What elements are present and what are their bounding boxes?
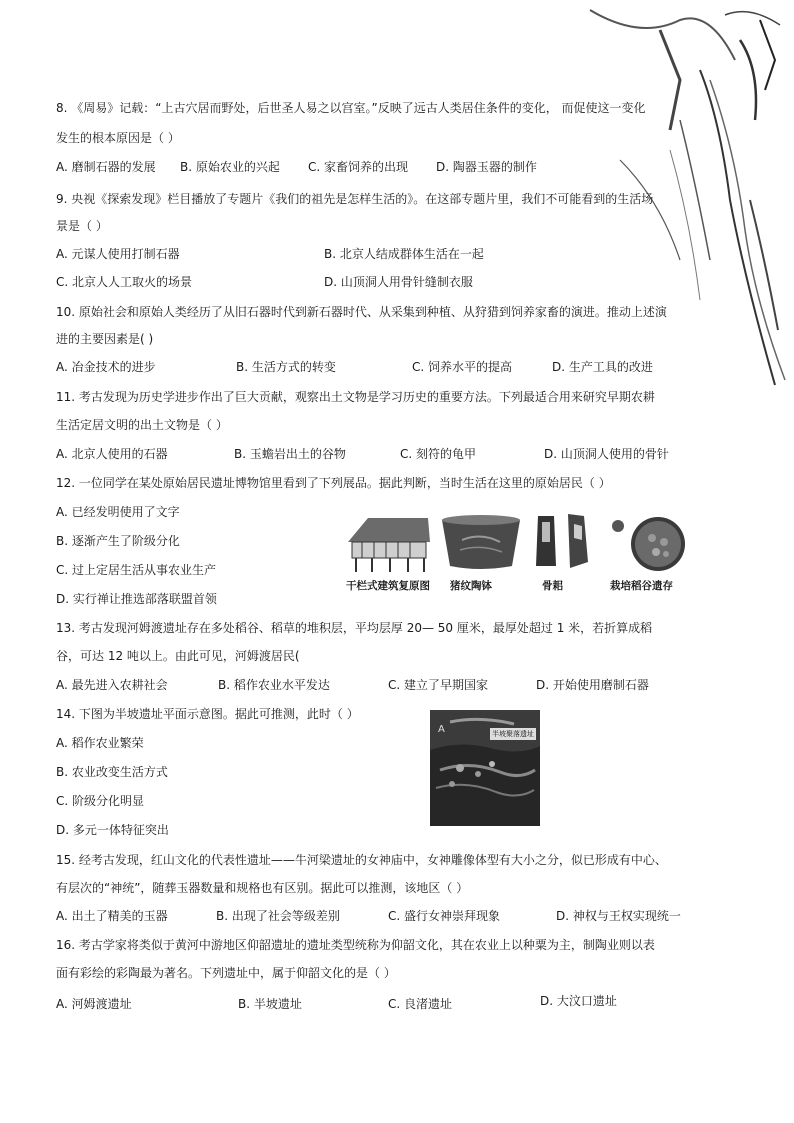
stilt-house-image [342, 512, 434, 574]
q16-option-a[interactable]: A. 河姆渡遗址 [56, 997, 132, 1011]
q13-stem-line1: 13. 考古发现河姆渡遗址存在多处稻谷、稻草的堆积层，平均层厚 20— 50 厘米，最厚处超过 1 米，若折算成稻 [56, 621, 653, 635]
banpo-map-label: 半坡聚落遗址 [492, 730, 534, 738]
q9-option-d[interactable]: D. 山顶洞人用骨针缝制衣服 [324, 275, 473, 289]
q15-option-c[interactable]: C. 盛行女神崇拜现象 [388, 909, 501, 923]
q10-option-a[interactable]: A. 冶金技术的进步 [56, 360, 156, 374]
caption-pottery-bowl: 猪纹陶钵 [450, 580, 492, 592]
q11-option-c[interactable]: C. 刻符的龟甲 [400, 447, 477, 461]
q16-option-d[interactable]: D. 大汶口遗址 [540, 994, 617, 1008]
q11-option-a[interactable]: A. 北京人使用的石器 [56, 447, 168, 461]
q11-option-b[interactable]: B. 玉蟾岩出土的谷物 [234, 447, 346, 461]
q13-option-d[interactable]: D. 开始使用磨制石器 [536, 678, 649, 692]
caption-rice-remains: 栽培稻谷遗存 [610, 580, 673, 592]
q10-stem-line2: 进的主要因素是( ) [56, 332, 154, 346]
q15-option-b[interactable]: B. 出现了社会等级差别 [216, 909, 340, 923]
q15-stem-line2: 有层次的“神统”，随葬玉器数量和规格也有区别。据此可以推测，该地区（ ） [56, 881, 469, 895]
q12-option-b[interactable]: B. 逐渐产生了阶级分化 [56, 534, 180, 548]
q15-option-d[interactable]: D. 神权与王权实现统一 [556, 909, 681, 923]
caption-stilt-house: 干栏式建筑复原图 [346, 580, 430, 592]
bone-spade-image [532, 512, 592, 572]
q13-option-b[interactable]: B. 稻作农业水平发达 [218, 678, 330, 692]
caption-bone-spade: 骨耜 [542, 580, 563, 592]
q13-option-c[interactable]: C. 建立了早期国家 [388, 678, 489, 692]
q16-option-b[interactable]: B. 半坡遗址 [238, 997, 302, 1011]
q8-option-d[interactable]: D. 陶器玉器的制作 [436, 160, 537, 174]
q11-stem-line1: 11. 考古发现为历史学进步作出了巨大贡献，观察出土文物是学习历史的重要方法。下列最适合用来研究早期农耕 [56, 390, 655, 404]
q14-option-b[interactable]: B. 农业改变生活方式 [56, 765, 168, 779]
q9-stem-line2: 景是（ ） [56, 219, 108, 233]
q14-option-d[interactable]: D. 多元一体特征突出 [56, 823, 169, 837]
q12-option-c[interactable]: C. 过上定居生活从事农业生产 [56, 563, 217, 577]
q9-option-a[interactable]: A. 元谋人使用打制石器 [56, 247, 180, 261]
q8-option-c[interactable]: C. 家畜饲养的出现 [308, 160, 409, 174]
q14-stem: 14. 下图为半坡遗址平面示意图。据此可推测，此时（ ） [56, 707, 359, 721]
q9-stem-line1: 9. 央视《探索发现》栏目播放了专题片《我们的祖先是怎样生活的》。在这部专题片里，我们不可能看到的生活场 [56, 192, 654, 206]
q14-option-c[interactable]: C. 阶级分化明显 [56, 794, 145, 808]
q14-option-a[interactable]: A. 稻作农业繁荣 [56, 736, 144, 750]
q15-stem-line1: 15. 经考古发现，红山文化的代表性遗址——牛河梁遗址的女神庙中，女神雕像体型有大小之分，似已形成有中心、 [56, 853, 667, 867]
q12-option-a[interactable]: A. 已经发明使用了文字 [56, 505, 180, 519]
q10-option-b[interactable]: B. 生活方式的转变 [236, 360, 336, 374]
q16-stem-line2: 面有彩绘的彩陶最为著名。下列遗址中，属于仰韶文化的是（ ） [56, 966, 396, 980]
q13-option-a[interactable]: A. 最先进入农耕社会 [56, 678, 168, 692]
q8-stem-line1: 8. 《周易》记载：“上古穴居而野处，后世圣人易之以宫室。”反映了远古人类居住条件的变化， 而促使这一变化 [56, 101, 646, 115]
pig-pattern-pottery-bowl-image [440, 514, 522, 572]
q10-option-d[interactable]: D. 生产工具的改进 [552, 360, 653, 374]
q10-option-c[interactable]: C. 饲养水平的提高 [412, 360, 513, 374]
q9-option-c[interactable]: C. 北京人人工取火的场景 [56, 275, 193, 289]
banpo-site-plan-map [430, 710, 540, 826]
q8-option-a[interactable]: A. 磨制石器的发展 [56, 160, 156, 174]
q12-stem: 12. 一位同学在某处原始居民遗址博物馆里看到了下列展品。据此判断，当时生活在这里的原始居民（ ） [56, 476, 611, 490]
q11-stem-line2: 生活定居文明的出土文物是（ ） [56, 418, 228, 432]
q15-option-a[interactable]: A. 出土了精美的玉器 [56, 909, 168, 923]
q11-option-d[interactable]: D. 山顶洞人使用的骨针 [544, 447, 669, 461]
q8-option-b[interactable]: B. 原始农业的兴起 [180, 160, 280, 174]
q8-stem-line2: 发生的根本原因是（ ） [56, 131, 180, 145]
q10-stem-line1: 10. 原始社会和原始人类经历了从旧石器时代到新石器时代、从采集到种植、从狩猎到饲养家畜的演进。推动上述演 [56, 305, 667, 319]
q13-stem-line2: 谷，可达 12 吨以上。由此可见，河姆渡居民( [56, 649, 300, 663]
north-arrow-icon: A [438, 724, 445, 735]
q16-option-c[interactable]: C. 良渚遗址 [388, 997, 453, 1011]
q9-option-b[interactable]: B. 北京人结成群体生活在一起 [324, 247, 484, 261]
q16-stem-line1: 16. 考古学家将类似于黄河中游地区仰韶遗址的遗址类型统称为仰韶文化，其在农业上以种粟为主，制陶业则以表 [56, 938, 655, 952]
q12-option-d[interactable]: D. 实行禅让推选部落联盟首领 [56, 592, 217, 606]
cultivated-rice-remains-image [608, 512, 688, 574]
